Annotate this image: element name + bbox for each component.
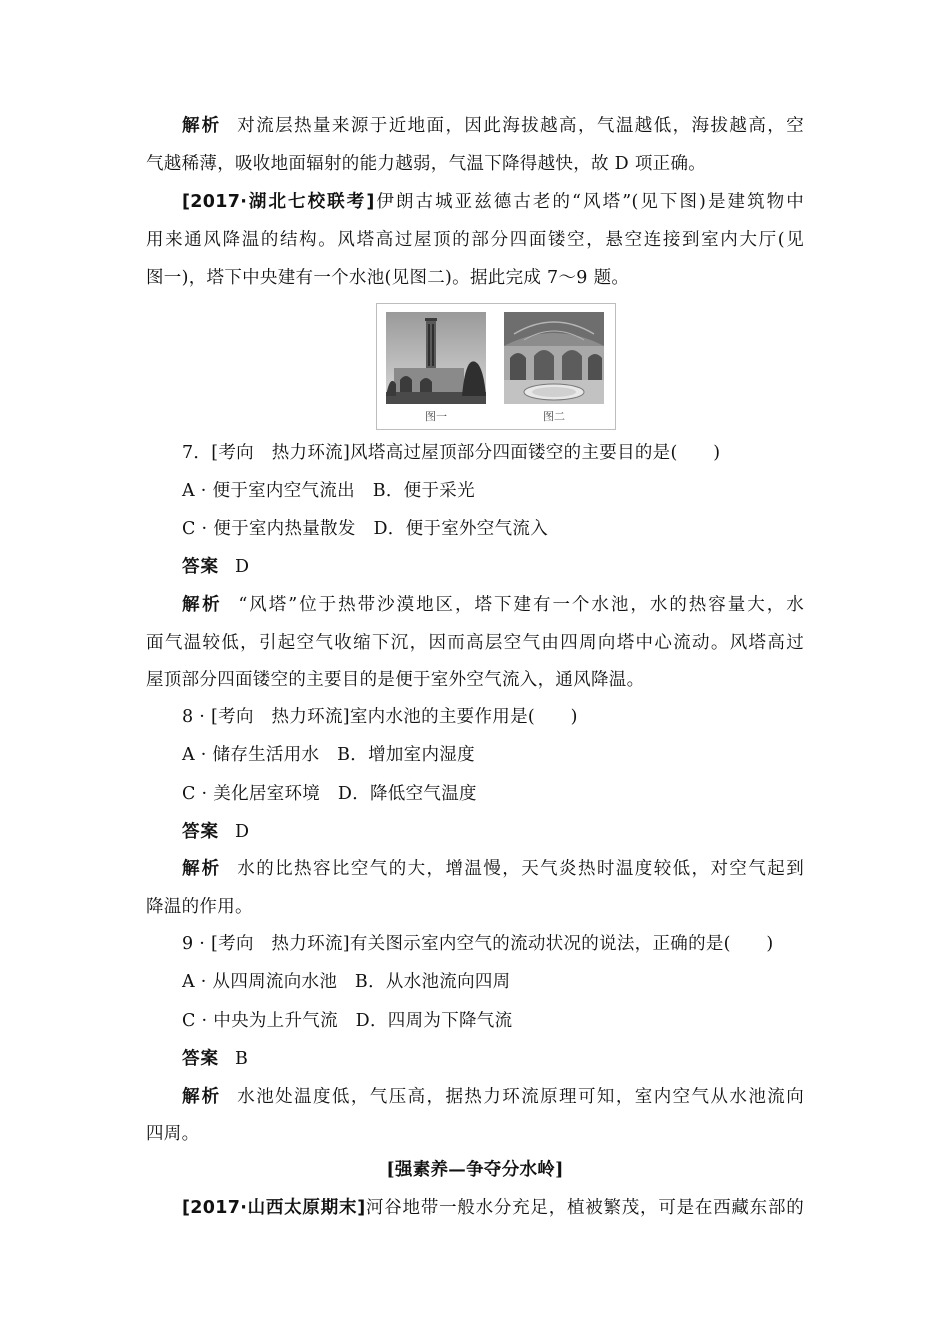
section-heading: [强素养—争夺分水岭] [386, 1160, 564, 1180]
prev-analysis-line-2: 气越稀薄，吸收地面辐射的能力越弱，气温下降得越快，故 D 项正确。 [146, 154, 707, 174]
figure-caption-2: 图二 [543, 410, 565, 423]
q7-options-cd: C · 便于室内热量散发 D．便于室外空气流入 [182, 519, 549, 539]
wind-tower-figure [376, 303, 616, 430]
answer-label: 答案 [182, 822, 219, 842]
analysis-label: 解析 [182, 859, 222, 879]
wind-tower-interior-photo [504, 312, 604, 404]
intro-line-2: 用来通风降温的结构。风塔高过屋顶的部分四面镂空，悬空连接到室内大厅(见 [146, 230, 804, 250]
q7-analysis-line-1: 解析 “风塔”位于热带沙漠地区，塔下建有一个水池，水的热容量大，水 [182, 595, 805, 615]
q9-options-ab: A · 从四周流向水池 B．从水池流向四周 [182, 972, 511, 992]
figure-caption-1: 图一 [425, 410, 447, 423]
q7-analysis-line-2: 面气温较低，引起空气收缩下沉，因而高层空气由四周向塔中心流动。风塔高过 [146, 633, 804, 653]
q9-analysis-line-1: 解析 水池处温度低，气压高，据热力环流原理可知，室内空气从水池流向 [182, 1087, 805, 1107]
intro-source: [2017·湖北七校联考] [182, 192, 375, 212]
q8-analysis-line-2: 降温的作用。 [146, 897, 253, 917]
wind-tower-exterior-photo [386, 312, 486, 404]
analysis-label: 解析 [182, 595, 223, 615]
next-source: [2017·山西太原期末] [182, 1198, 366, 1218]
q7-stem: 7．[考向 热力环流]风塔高过屋顶部分四面镂空的主要目的是( ) [182, 443, 721, 463]
prev-analysis-line-1: 解析 对流层热量来源于近地面，因此海拔越高，气温越低，海拔越高，空 [182, 116, 805, 136]
q9-answer: 答案 B [182, 1049, 249, 1069]
answer-label: 答案 [182, 557, 219, 577]
q9-analysis-line-2: 四周。 [146, 1124, 200, 1144]
q8-analysis-line-1: 解析 水的比热容比空气的大，增温慢，天气炎热时温度较低，对空气起到 [182, 859, 805, 879]
analysis-label: 解析 [182, 116, 222, 136]
q7-analysis-line-3: 屋顶部分四面镂空的主要目的是便于室外空气流入，通风降温。 [146, 670, 645, 690]
q8-options-cd: C · 美化居室环境 D．降低空气温度 [182, 784, 477, 804]
intro-line-1: [2017·湖北七校联考]伊朗古城亚兹德古老的“风塔”(见下图)是建筑物中 [182, 192, 805, 212]
next-passage-line-1: [2017·山西太原期末]河谷地带一般水分充足，植被繁茂，可是在西藏东部的 [182, 1198, 805, 1218]
q8-options-ab: A · 储存生活用水 B．增加室内湿度 [182, 745, 475, 765]
q9-stem: 9 · [考向 热力环流]有关图示室内空气的流动状况的说法，正确的是( ) [182, 934, 774, 954]
q8-stem: 8 · [考向 热力环流]室内水池的主要作用是( ) [182, 707, 578, 727]
q9-options-cd: C · 中央为上升气流 D．四周为下降气流 [182, 1011, 513, 1031]
q7-answer: 答案 D [182, 557, 250, 577]
q7-options-ab: A · 便于室内空气流出 B．便于采光 [182, 481, 475, 501]
analysis-label: 解析 [182, 1087, 222, 1107]
q8-answer: 答案 D [182, 822, 250, 842]
intro-line-3: 图一)，塔下中央建有一个水池(见图二)。据此完成 7～9 题。 [146, 268, 630, 288]
answer-label: 答案 [182, 1049, 219, 1069]
